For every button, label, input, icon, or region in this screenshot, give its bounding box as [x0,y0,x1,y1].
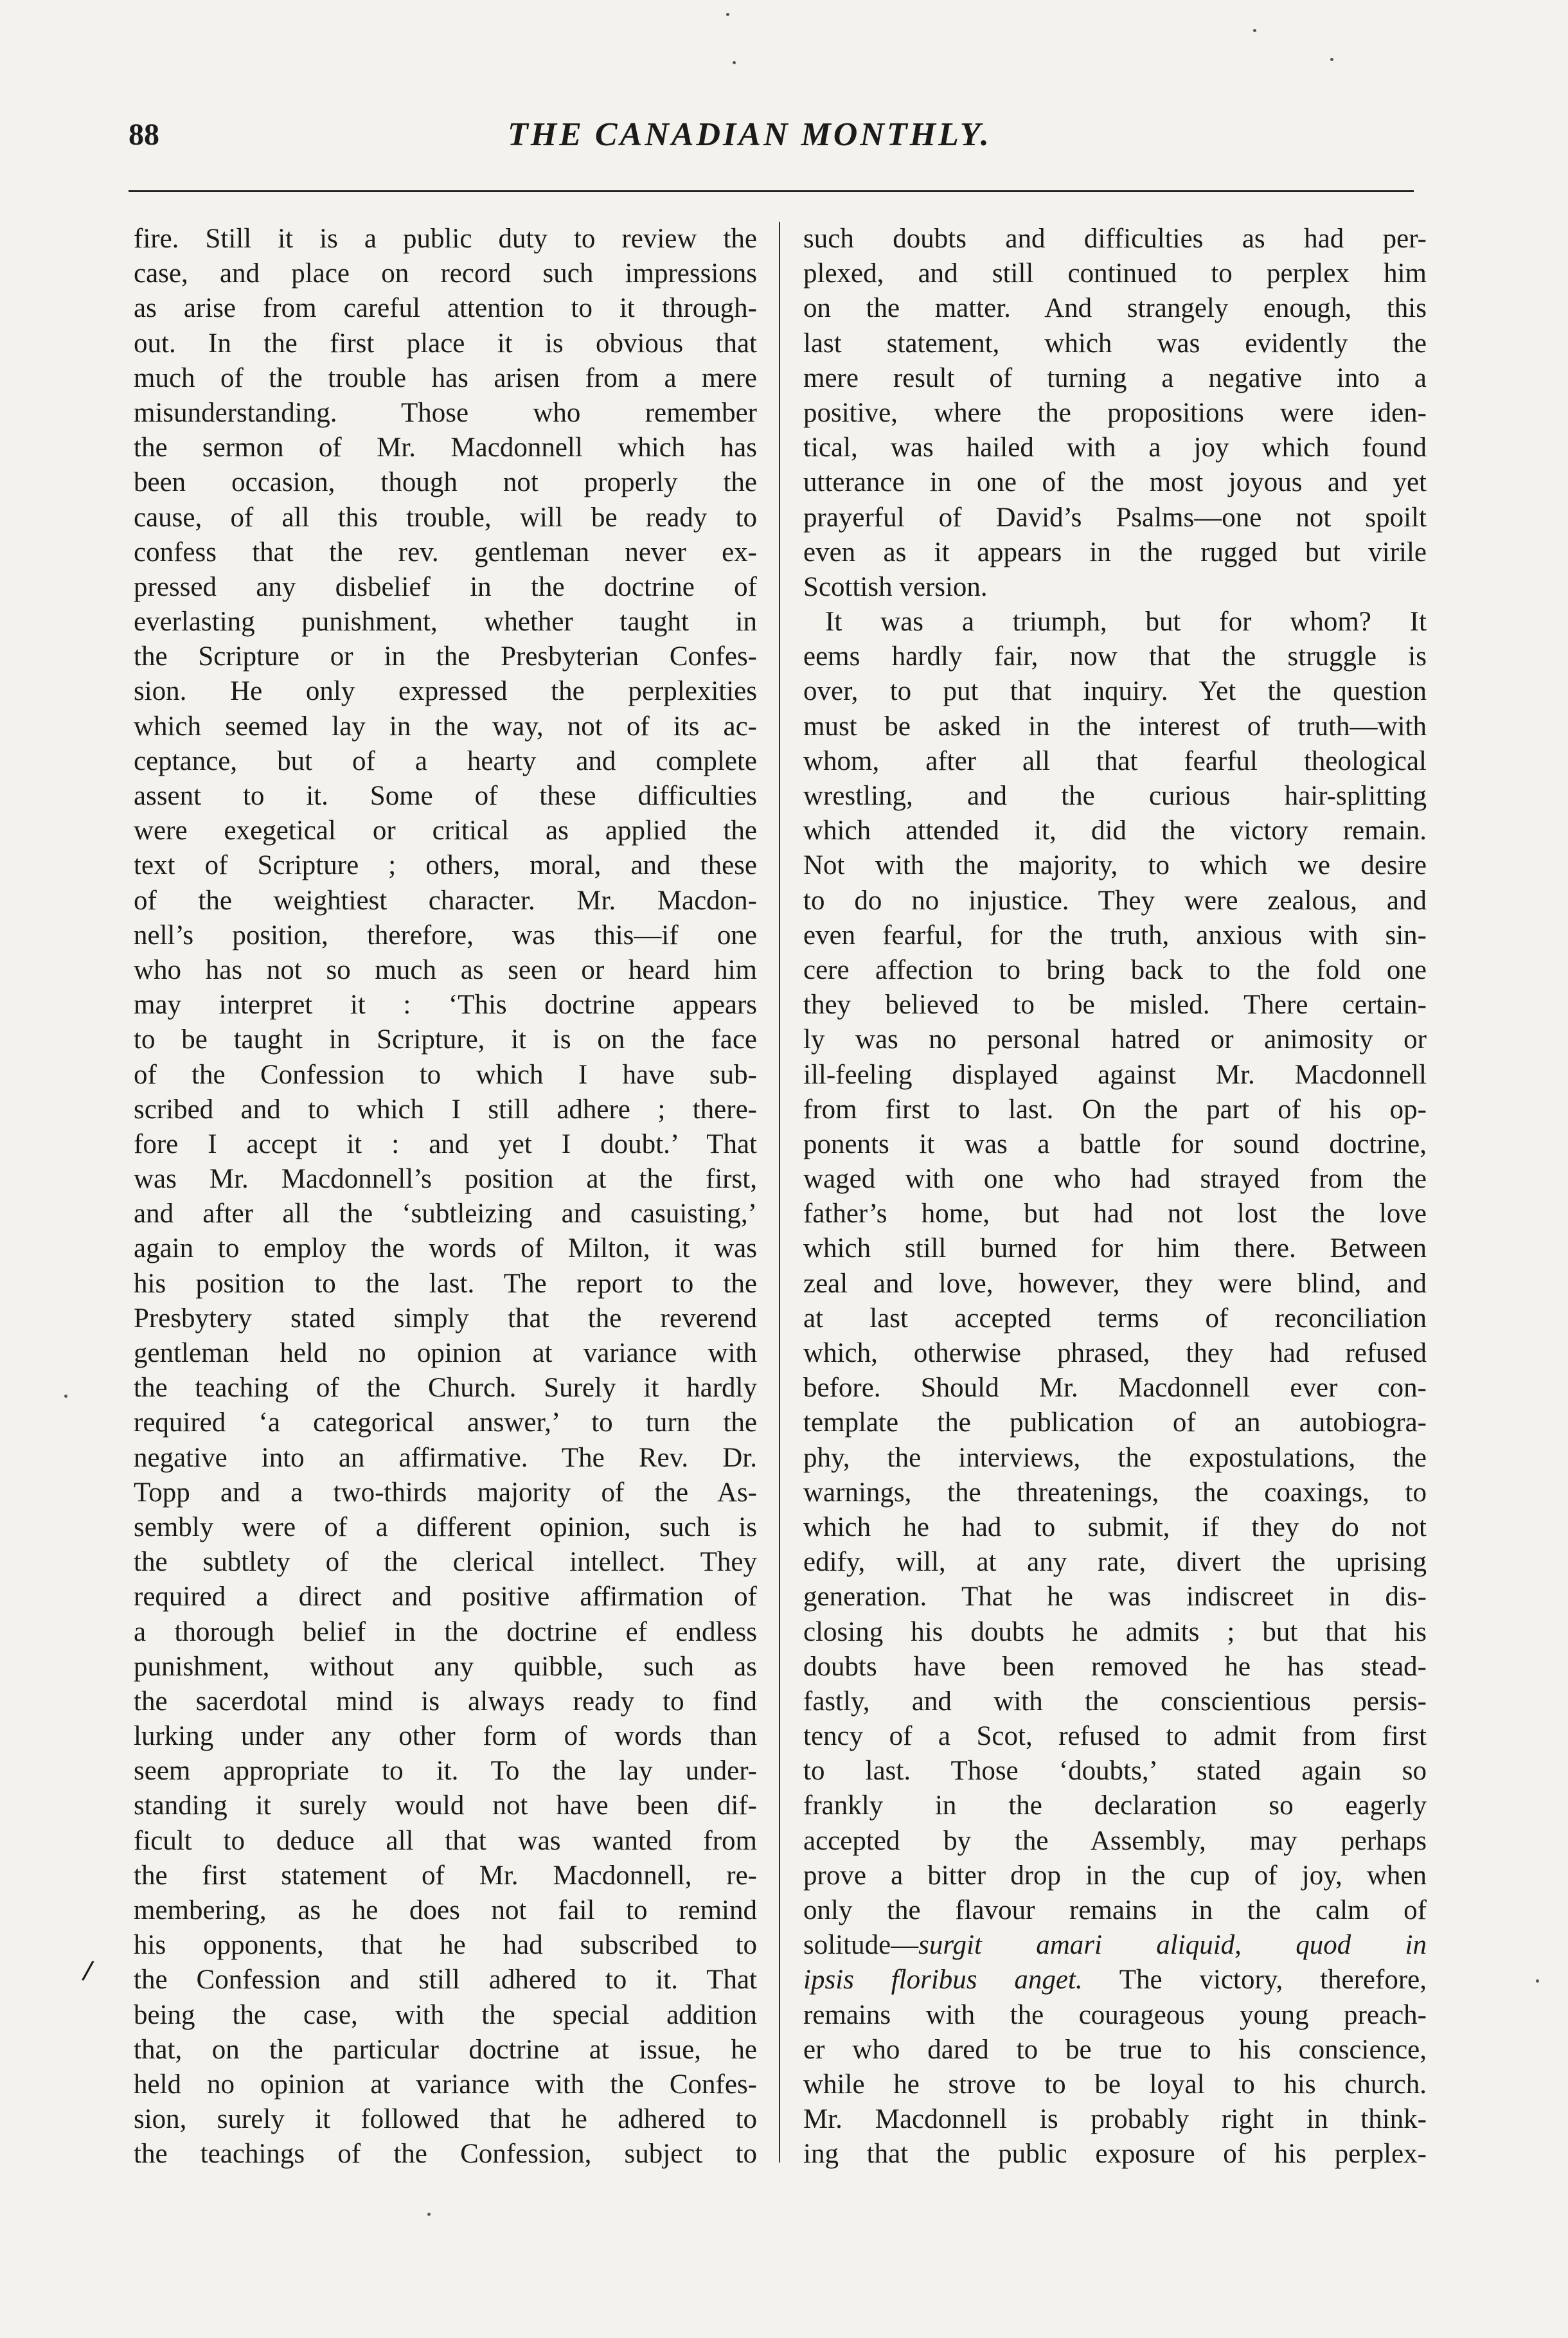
line-text: as arise from careful attention to it through- [134,293,757,324]
text-line [134,1371,757,1405]
line-text: they believed to be misled. There certain- [803,990,1427,1021]
line-text: template the publication of an autobiogra- [803,1407,1427,1438]
text-line [803,988,1427,1022]
text-line [803,396,1427,431]
line-text: only the flavour remains in the calm of [803,1895,1427,1925]
line-text: text of Scripture ; others, moral, and these [134,850,757,881]
line-text: membering, as he does not fail to remind [134,1895,757,1925]
line-text: at last accepted terms of reconciliation [803,1303,1427,1334]
left-column [134,222,757,2172]
text-line [134,779,757,814]
text-line [134,1684,757,1719]
line-text: from first to last. On the part of his op- [803,1094,1427,1125]
text-line [134,2033,757,2067]
line-text: again to employ the words of Milton, it was [134,1233,757,1264]
text-line [803,1162,1427,1197]
text-line [134,1093,757,1127]
line-text: fastly, and with the conscientious persis- [803,1686,1427,1717]
text-line [134,1580,757,1614]
text-line [134,396,757,431]
text-line [134,1405,757,1440]
text-line [134,1197,757,1231]
line-text: required ‘a categorical answer,’ to turn the [134,1407,757,1438]
line-text: doubts have been removed he has stead- [803,1651,1427,1682]
text-line [803,1231,1427,1266]
text-line [803,1545,1427,1580]
text-line [803,570,1427,605]
text-line [803,501,1427,535]
line-text: his position to the last. The report to the [134,1268,757,1299]
line-text: father’s home, but had not lost the love [803,1199,1427,1229]
line-text: assent to it. Some of these difficulties [134,781,757,811]
text-line [803,884,1427,918]
text-line [134,570,757,605]
line-text: who has not so much as seen or heard him [134,954,757,985]
text-line [134,848,757,883]
line-text: edify, will, at any rate, divert the uprising [803,1547,1427,1578]
line-text: Scottish version. [803,571,988,602]
text-line [134,1162,757,1197]
line-text: accepted by the Assembly, may perhaps [803,1825,1427,1856]
line-text: held no opinion at variance with the Confes- [134,2069,757,2100]
line-text: lurking under any other form of words than [134,1721,757,1752]
running-title: THE CANADIAN MONTHLY. [508,116,992,153]
text-line [803,1371,1427,1405]
scan-speck [1536,1979,1539,1983]
text-line [134,431,757,465]
line-text: the first statement of Mr. Macdonnell, re- [134,1860,757,1891]
text-line [134,744,757,779]
scan-speck [1330,58,1333,61]
text-line [803,1580,1427,1614]
text-line [134,1824,757,1859]
line-text: waged with one who had strayed from the [803,1164,1427,1195]
text-line [803,953,1427,988]
line-text: case, and place on record such impressions [134,258,757,289]
text-line [134,1022,757,1057]
text-line [134,1476,757,1510]
line-text: cause, of all this trouble, will be ready to [134,502,757,533]
line-text: which he had to submit, if they do not [803,1512,1427,1542]
text-line [803,291,1427,326]
text-line [134,1510,757,1545]
text-line [134,1545,757,1580]
line-text: It was a triumph, but for whom? It [825,607,1427,638]
line-text: remains with the courageous young preach- [803,1999,1427,2030]
line-text: er who dared to be true to his conscience, [803,2034,1427,2065]
text-line [134,2137,757,2172]
text-line [134,639,757,674]
line-text: seem appropriate to it. To the lay under- [134,1756,757,1787]
line-text: which still burned for him there. Between [803,1233,1427,1264]
marginal-mark: / [80,1953,95,1988]
text-line [134,1441,757,1476]
text-line [803,2033,1427,2067]
text-line [134,465,757,500]
line-text: misunderstanding. Those who remember [134,397,757,428]
text-line [803,2102,1427,2137]
scan-speck [64,1395,67,1398]
line-text: nell’s position, therefore, was this—if one [134,920,757,950]
line-text: the sacerdotal mind is always ready to find [134,1686,757,1717]
line-text: warnings, the threatenings, the coaxings, to [803,1477,1427,1508]
text-line [134,291,757,326]
text-line [803,465,1427,500]
line-text: been occasion, though not properly the [134,467,757,498]
text-line [134,1336,757,1371]
text-line [803,848,1427,883]
text-line [803,1615,1427,1650]
text-line [803,1510,1427,1545]
line-text: to be taught in Scripture, it is on the face [134,1024,757,1055]
line-text: Topp and a two-thirds majority of the As- [134,1477,757,1508]
line-text: scribed and to which I still adhere ; there- [134,1094,757,1125]
line-text: sion, surely it followed that he adhered to [134,2104,757,2135]
text-line [134,1998,757,2033]
text-line [803,918,1427,953]
text-line [134,674,757,709]
line-text: was Mr. Macdonnell’s position at the first, [134,1164,757,1195]
text-line [803,431,1427,465]
text-line [803,709,1427,744]
line-text: solitude— [803,1930,919,1961]
text-line [134,605,757,639]
text-line [803,814,1427,848]
line-text: and after all the ‘subtleizing and casuisting,’ [134,1199,757,1229]
line-text: Mr. Macdonnell is probably right in think- [803,2104,1427,2135]
text-line [134,1789,757,1823]
line-text: which, otherwise phrased, they had refused [803,1338,1427,1368]
line-text: of the Confession to which I have sub- [134,1059,757,1090]
line-text: zeal and love, however, they were blind, and [803,1268,1427,1299]
line-text: wrestling, and the curious hair-splitting [803,781,1427,811]
line-text: The victory, therefore, [1082,1965,1427,1995]
line-text: being the case, with the special addition [134,1999,757,2030]
text-line [803,1022,1427,1057]
line-text: the Confession and still adhered to it. That [134,1965,757,1995]
line-text: positive, where the propositions were iden- [803,397,1427,428]
text-line [803,1754,1427,1789]
scan-speck [733,61,736,64]
text-line [134,1719,757,1754]
text-line [134,1650,757,1684]
line-text: phy, the interviews, the expostulations, the [803,1442,1427,1473]
text-line [803,1405,1427,1440]
text-line [134,326,757,361]
text-line [134,1231,757,1266]
line-text: punishment, without any quibble, such as [134,1651,757,1682]
line-text: tical, was hailed with a joy which found [803,433,1427,463]
line-text: plexed, and still continued to perplex him [803,258,1427,289]
line-text: even fearful, for the truth, anxious with sin- [803,920,1427,950]
scan-speck [1253,29,1256,32]
line-text: utterance in one of the most joyous and yet [803,467,1427,498]
text-line [803,1058,1427,1093]
text-line [134,884,757,918]
text-line [803,1127,1427,1162]
line-text: sembly were of a different opinion, such is [134,1512,757,1542]
column-divider [779,222,780,2163]
page-number: 88 [129,118,159,152]
page-header [129,116,1414,167]
text-line [803,1684,1427,1719]
line-text: fire. Still it is a public duty to review the [134,224,757,254]
right-column [803,222,1427,2172]
latin-quote: surgit amari aliquid, quod in [918,1930,1427,1961]
line-text: such doubts and difficulties as had per- [803,224,1427,254]
line-text: ill-feeling displayed against Mr. Macdonnell [803,1059,1427,1090]
line-text: frankly in the declaration so eagerly [803,1790,1427,1821]
line-text: may interpret it : ‘This doctrine appears [134,990,757,1021]
line-text: ceptance, but of a hearty and complete [134,745,757,776]
line-text: which seemed lay in the way, not of its ac- [134,711,757,742]
line-text: the teaching of the Church. Surely it hardly [134,1373,757,1404]
text-line [803,744,1427,779]
text-line [134,2102,757,2137]
text-line [803,1963,1427,1997]
line-text: while he strove to be loyal to his church. [803,2069,1427,2100]
text-line [803,1998,1427,2033]
text-line [134,988,757,1022]
text-line [803,1267,1427,1301]
line-text: Not with the majority, to which we desire [803,850,1427,881]
text-line [134,535,757,570]
line-text: even as it appears in the rugged but virile [803,537,1427,567]
text-line [803,1093,1427,1127]
line-text: whom, after all that fearful theological [803,745,1427,776]
text-line [803,2137,1427,2172]
line-text: sion. He only expressed the perplexities [134,676,757,707]
line-text: tency of a Scot, refused to admit from first [803,1721,1427,1752]
line-text: ponents it was a battle for sound doctrine, [803,1129,1427,1159]
text-line [134,1928,757,1963]
text-line [134,709,757,744]
text-line [134,2067,757,2102]
line-text: ficult to deduce all that was wanted from [134,1825,757,1856]
line-text: out. In the first place it is obvious that [134,328,757,359]
text-line [134,1058,757,1093]
line-text: negative into an affirmative. The Rev. Dr. [134,1442,757,1473]
line-text: on the matter. And strangely enough, this [803,293,1427,324]
text-line [803,1441,1427,1476]
line-text: cere affection to bring back to the fold one [803,954,1427,985]
line-text: pressed any disbelief in the doctrine of [134,571,757,602]
line-text: generation. That he was indiscreet in dis- [803,1582,1427,1612]
text-line [134,814,757,848]
line-text: the subtlety of the clerical intellect. They [134,1547,757,1578]
text-line [803,1789,1427,1823]
line-text: closing his doubts he admits ; but that his [803,1616,1427,1647]
text-line [803,1893,1427,1928]
text-line [134,1754,757,1789]
text-line [803,1824,1427,1859]
text-line [803,674,1427,709]
text-line [803,605,1427,639]
line-text: before. Should Mr. Macdonnell ever con- [803,1373,1427,1404]
text-line [803,1476,1427,1510]
line-text: required a direct and positive affirmation of [134,1582,757,1612]
text-line [803,535,1427,570]
text-line [134,1963,757,1997]
text-line [803,222,1427,256]
text-line [803,1719,1427,1754]
scan-speck [427,2213,431,2216]
text-line [134,222,757,256]
text-line [134,1859,757,1893]
text-line [803,1859,1427,1893]
line-text: prayerful of David’s Psalms—one not spoilt [803,502,1427,533]
line-text: fore I accept it : and yet I doubt.’ That [134,1129,757,1159]
text-line [134,1301,757,1336]
line-text: gentleman held no opinion at variance with [134,1338,757,1368]
line-text: confess that the rev. gentleman never ex- [134,537,757,567]
text-line [134,1893,757,1928]
text-line [803,779,1427,814]
line-text: the sermon of Mr. Macdonnell which has [134,433,757,463]
text-line [803,326,1427,361]
line-text: the teachings of the Confession, subject to [134,2139,757,2170]
line-text: everlasting punishment, whether taught in [134,607,757,638]
line-text: ly was no personal hatred or animosity or [803,1024,1427,1055]
line-text: eems hardly fair, now that the struggle is [803,641,1427,672]
text-line [134,1615,757,1650]
line-text: ing that the public exposure of his perplex- [803,2139,1427,2170]
line-text: that, on the particular doctrine at issue, he [134,2034,757,2065]
line-text: his opponents, that he had subscribed to [134,1930,757,1961]
text-line [134,501,757,535]
line-text: standing it surely would not have been dif- [134,1790,757,1821]
text-line [134,361,757,396]
text-line [803,1650,1427,1684]
line-text: over, to put that inquiry. Yet the question [803,676,1427,707]
text-line [803,256,1427,291]
line-text: much of the trouble has arisen from a mere [134,362,757,393]
line-text: a thorough belief in the doctrine ef endless [134,1616,757,1647]
text-line [803,361,1427,396]
line-text: last statement, which was evidently the [803,328,1427,359]
line-text: to last. Those ‘doubts,’ stated again so [803,1756,1427,1787]
line-text: of the weightiest character. Mr. Macdon- [134,885,757,916]
line-text: Presbytery stated simply that the reverend [134,1303,757,1334]
line-text: must be asked in the interest of truth—with [803,711,1427,742]
line-text: prove a bitter drop in the cup of joy, when [803,1860,1427,1891]
text-line [803,639,1427,674]
text-line [134,1127,757,1162]
text-line [803,1197,1427,1231]
line-text: to do no injustice. They were zealous, and [803,885,1427,916]
latin-quote: ipsis floribus anget. [803,1965,1083,1995]
line-text: mere result of turning a negative into a [803,362,1427,393]
text-line [134,256,757,291]
text-line [134,1267,757,1301]
text-line [803,1928,1427,1963]
text-line [134,918,757,953]
scan-speck [726,13,729,16]
text-line [803,2067,1427,2102]
line-text: which attended it, did the victory remain. [803,816,1427,846]
text-line [803,1336,1427,1371]
text-line [134,953,757,988]
line-text: the Scripture or in the Presbyterian Confes- [134,641,757,672]
header-rule [129,190,1414,192]
text-line [803,1301,1427,1336]
line-text: were exegetical or critical as applied the [134,816,757,846]
